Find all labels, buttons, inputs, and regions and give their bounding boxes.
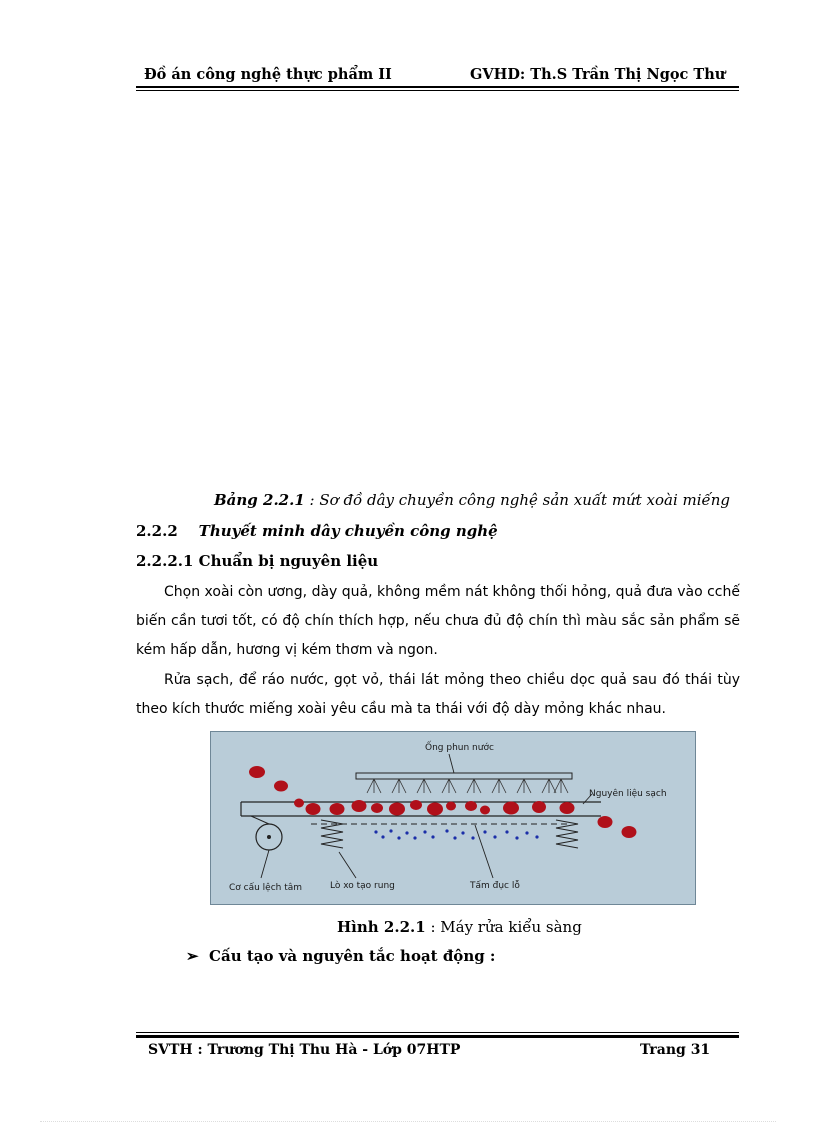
subsection-heading: 2.2.2.1 Chuẩn bị nguyên liệu [136,552,379,570]
washing-machine-diagram [211,732,695,904]
footer-page-number: Trang 31 [640,1042,711,1058]
spray-pipe [356,773,572,779]
footer-rule-thick [136,1035,739,1038]
figure-caption [337,918,582,936]
header-course-title: Đồ án công nghệ thực phẩm II [144,66,392,83]
section-number: 2.2.2 [136,522,178,540]
section-heading [136,522,498,540]
label-clean-material: Nguyên liệu sạch [589,789,667,799]
figure-caption-label: Hình 2.2.1 [337,918,426,936]
bullet-text: Cấu tạo và nguyên tắc hoạt động : [209,947,496,965]
paragraph-1: Chọn xoài còn ương, dày quả, không mềm nát không thối hỏng, quả đưa vào cchế biến cần tươi tốt, có độ chín thích hợp, nếu chưa đủ độ chín thì màu sắc sản phẩm sẽ kém hấp dẫn, hương vị kém thơm và ngon. [136,584,740,658]
label-spring: Lò xo tạo rung [330,881,395,891]
section-title: Thuyết minh dây chuyền công nghệ [198,522,498,540]
spray-nozzles [367,779,568,793]
bullet-heading [186,947,495,965]
table-caption-label: Bảng 2.2.1 [214,491,305,509]
header-advisor: GVHD: Th.S Trần Thị Ngọc Thư [470,66,726,83]
table-caption-separator: : [304,491,320,509]
header-rule-thin [136,90,739,91]
header-rule-thick [136,86,739,88]
eccentric-mechanism [251,816,282,850]
figure-caption-text: Máy rửa kiểu sàng [440,918,582,936]
page-bottom-border [40,1121,776,1122]
vibration-springs [321,820,578,848]
label-eccentric: Cơ cấu lệch tâm [229,883,303,893]
footer-rule-thin [136,1032,739,1033]
label-spray-pipe: Ống phun nước [425,743,494,753]
footer-student: SVTH : Trương Thị Thu Hà - Lớp 07HTP [148,1042,461,1058]
label-perforated-plate: Tấm đục lỗ [470,881,520,891]
paragraph-2: Rửa sạch, để ráo nước, gọt vỏ, thái lát mỏng theo chiều dọc quả sau đó thái tùy theo kích thước miếng xoài yêu cầu mà ta thái với độ dày mỏng khác nhau. [136,672,740,717]
figure-caption-separator: : [425,918,441,936]
water-drops [374,829,538,839]
table-caption [214,491,730,509]
arrow-bullet-icon: ➢ [186,947,199,965]
table-caption-text: Sơ đồ dây chuyền công nghệ sản xuất mứt xoài miếng [319,491,731,509]
washing-machine-figure [210,731,696,905]
